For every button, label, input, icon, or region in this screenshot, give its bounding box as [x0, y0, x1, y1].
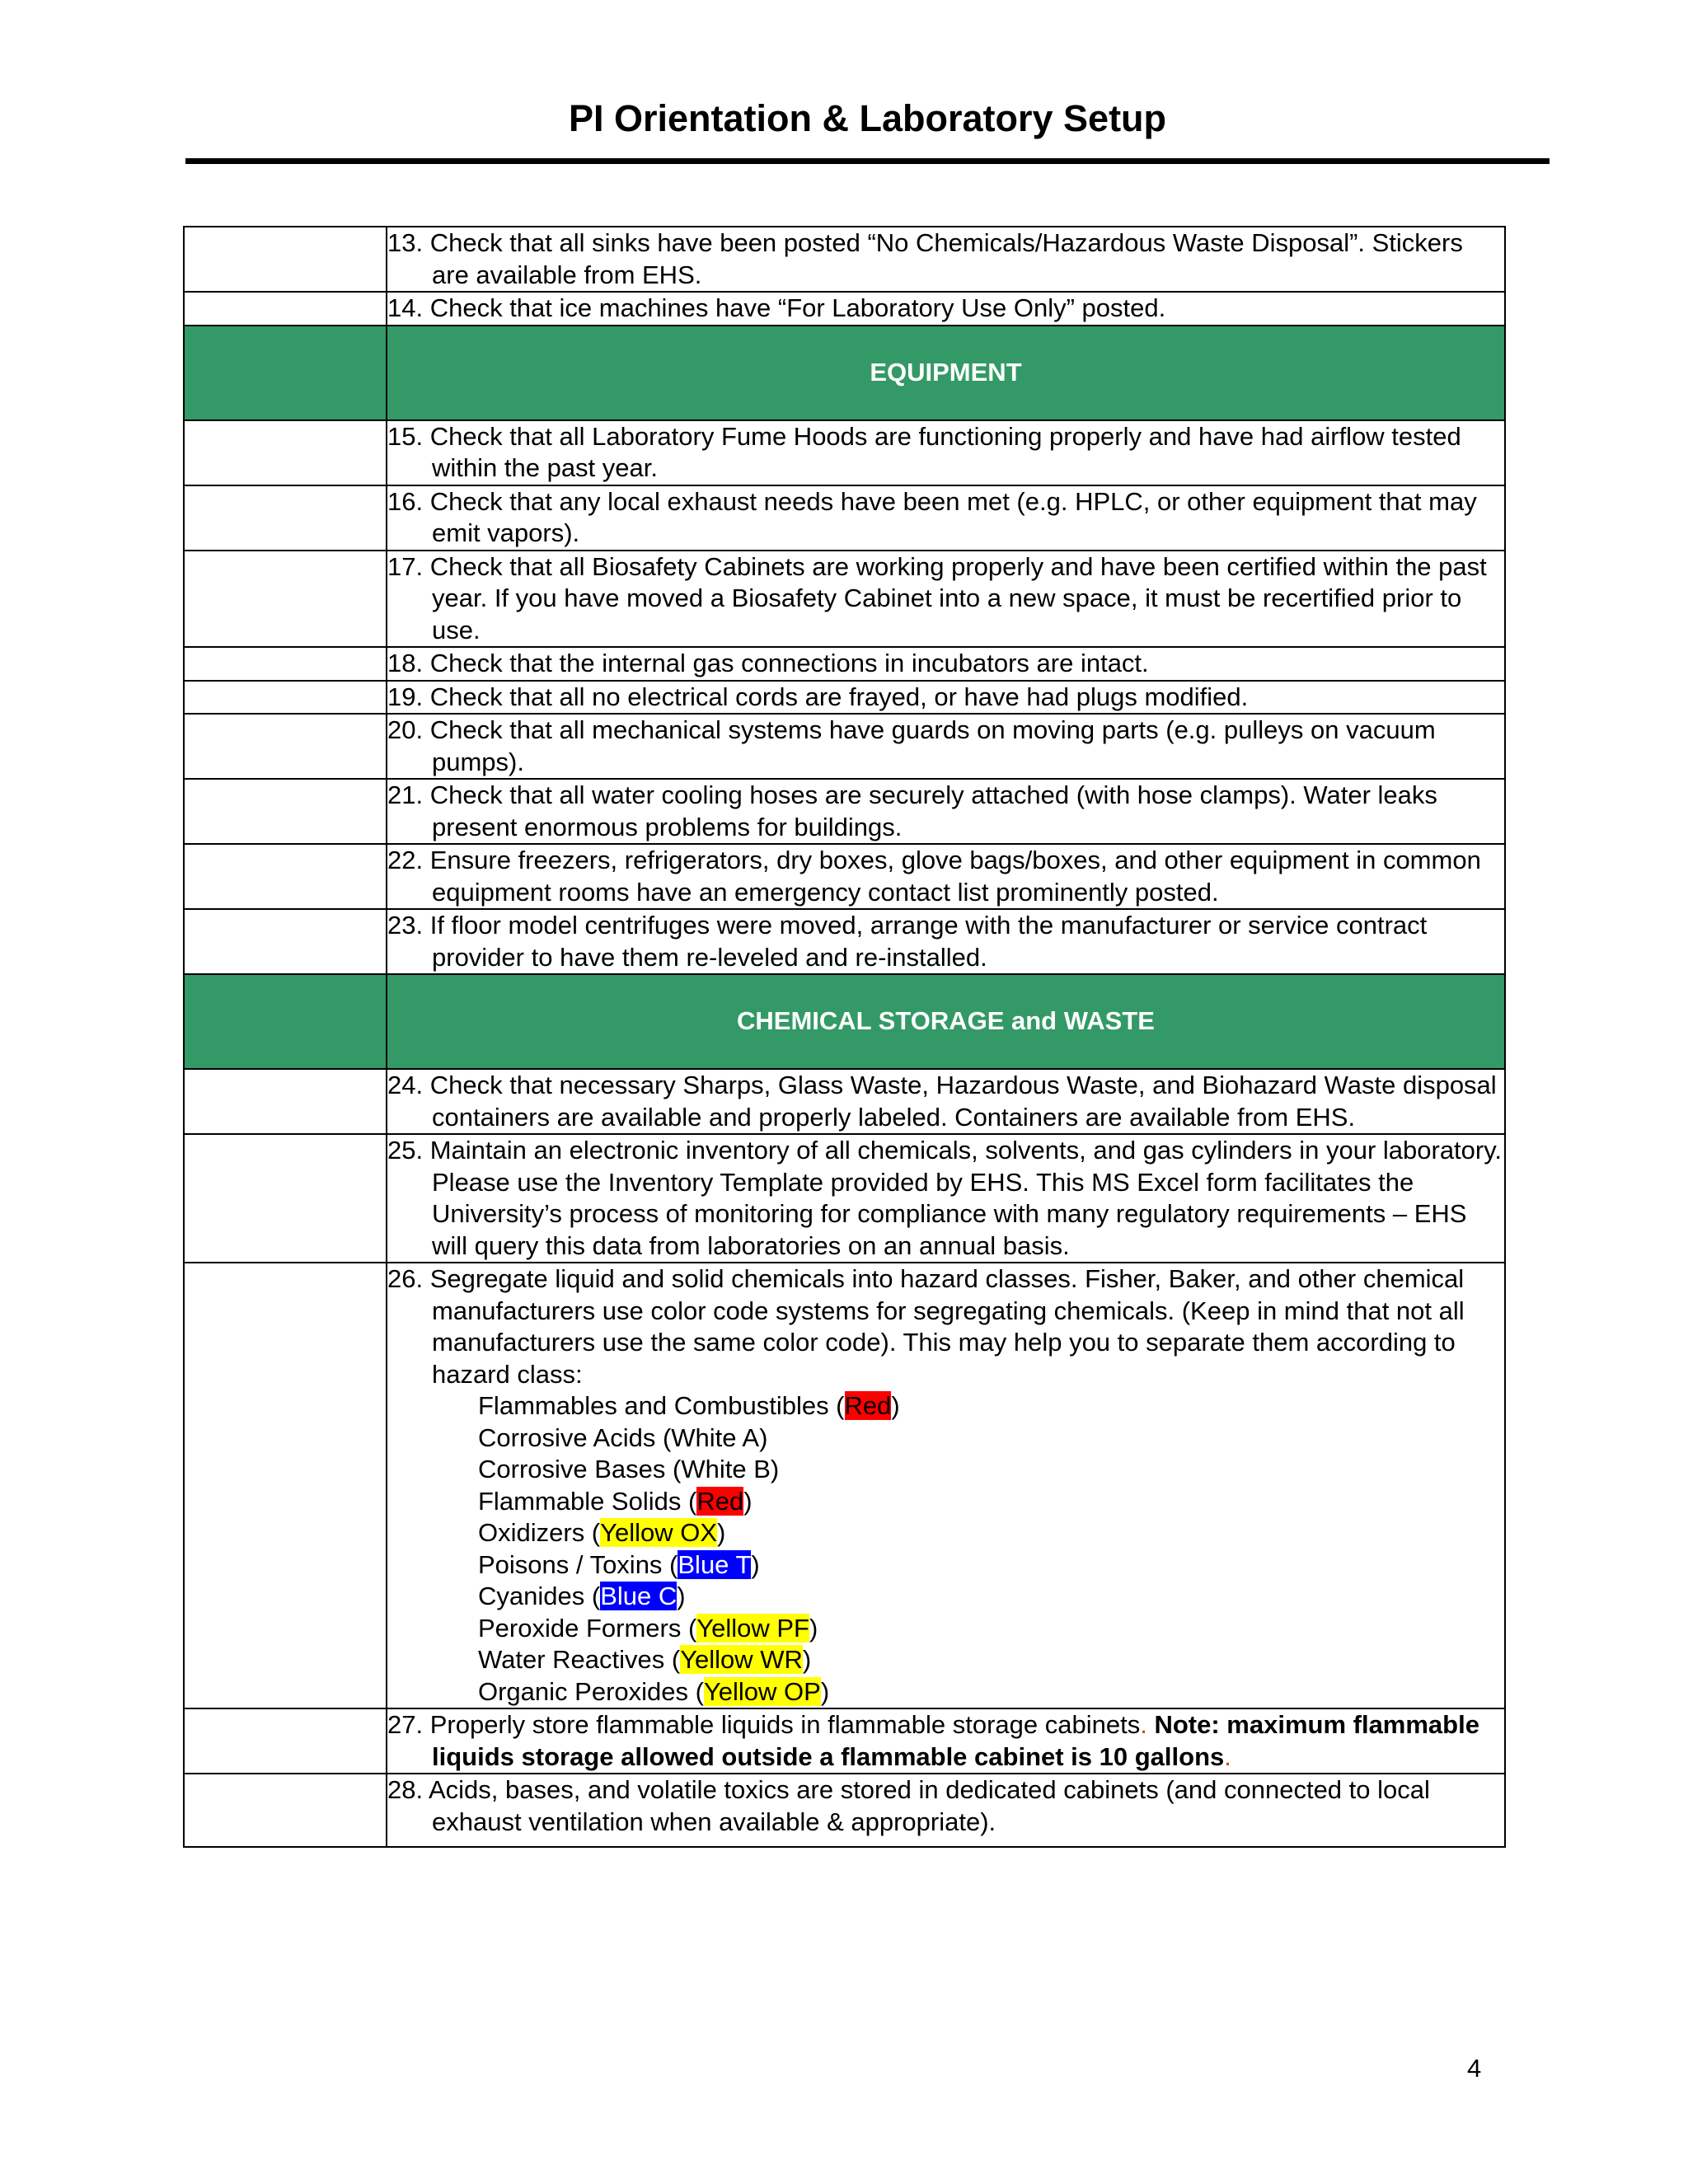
check-cell[interactable] [184, 844, 387, 909]
title-divider [185, 158, 1550, 164]
checklist-item-19: 19. Check that all no electrical cords are frayed, or have had plugs modified. [387, 682, 1249, 711]
checklist-item-28: 28. Acids, bases, and volatile toxics are stored in dedicated cabinets (and connected to local exhaust ventilation when available & appropriate). [387, 1775, 1430, 1836]
table-row [184, 779, 1505, 844]
check-cell[interactable] [184, 681, 387, 715]
table-row [184, 647, 1505, 681]
checklist-item-24: 24. Check that necessary Sharps, Glass Waste, Hazardous Waste, and Biohazard Waste disposal containers are available and properly labeled. Containers are available from EHS. [387, 1071, 1497, 1132]
color-code-badge: Yellow OP [703, 1676, 821, 1706]
checklist-item-14: 14. Check that ice machines have “For Laboratory Use Only” posted. [387, 293, 1166, 322]
section-chemical-storage: CHEMICAL STORAGE and WASTE [387, 974, 1505, 1069]
hazard-class: Flammable Solids (Red) [478, 1486, 753, 1516]
table-row [184, 227, 1505, 292]
color-code-badge: Red [844, 1391, 892, 1420]
checklist-item-17: 17. Check that all Biosafety Cabinets are working properly and have been certified within the past year. If you have moved a Biosafety Cabinet into a new space, it must be recertified prior to use. [387, 551, 1487, 644]
table-row [184, 1708, 1505, 1774]
checklist-table [183, 226, 1506, 1848]
check-cell[interactable] [184, 292, 387, 326]
table-row [184, 1134, 1505, 1263]
storage-note: Note: maximum flammable liquids storage allowed outside a flammable cabinet is 10 gallons [432, 1710, 1479, 1771]
checklist-item-15: 15. Check that all Laboratory Fume Hoods are functioning properly and have had airflow tested within the past year. [387, 421, 1461, 482]
check-cell[interactable] [184, 647, 387, 681]
checklist-item-13: 13. Check that all sinks have been posted “No Chemicals/Hazardous Waste Disposal”. Stickers are available from EHS. [387, 228, 1463, 289]
check-cell[interactable] [184, 909, 387, 974]
hazard-class: Peroxide Formers (Yellow PF) [478, 1613, 818, 1643]
check-cell[interactable] [184, 420, 387, 485]
table-row [184, 292, 1505, 326]
hazard-class: Corrosive Acids (White A) [478, 1422, 768, 1452]
color-code-badge: Yellow OX [600, 1518, 718, 1547]
color-code-badge: Blue C [600, 1582, 678, 1610]
check-cell[interactable] [184, 779, 387, 844]
check-cell[interactable] [184, 227, 387, 292]
color-code-badge: Yellow WR [680, 1645, 803, 1674]
table-row [184, 1069, 1505, 1134]
hazard-class: Water Reactives (Yellow WR) [478, 1645, 812, 1674]
checklist-item-20: 20. Check that all mechanical systems have guards on moving parts (e.g. pulleys on vacuum pumps). [387, 715, 1436, 776]
section-header-row [184, 974, 1505, 1069]
page-title: PI Orientation & Laboratory Setup [568, 97, 1167, 139]
checklist-item-27: 27. Properly store flammable liquids in flammable storage cabinets. Note: maximum flammable liquids storage allowed outside a flammable cabinet is 10 gallons. [387, 1710, 1479, 1771]
table-row [184, 681, 1505, 715]
hazard-class: Flammables and Combustibles (Red) [478, 1391, 900, 1420]
table-row [184, 844, 1505, 909]
hazard-class-list [432, 1390, 1504, 1708]
check-cell[interactable] [184, 1263, 387, 1708]
table-row [184, 485, 1505, 551]
checklist-item-23: 23. If floor model centrifuges were moved, arrange with the manufacturer or service contract provider to have them re-leveled and re-installed. [387, 911, 1428, 972]
check-cell[interactable] [184, 1774, 387, 1847]
hazard-class: Cyanides (Blue C) [478, 1582, 686, 1610]
page-number: 4 [1467, 2054, 1482, 2083]
hazard-class: Organic Peroxides (Yellow OP) [478, 1676, 830, 1706]
check-cell[interactable] [184, 1134, 387, 1263]
checklist-item-21: 21. Check that all water cooling hoses are securely attached (with hose clamps). Water leaks present enormous problems for buildings. [387, 780, 1437, 841]
check-cell[interactable] [184, 551, 387, 648]
checklist-item-25: 25. Maintain an electronic inventory of all chemicals, solvents, and gas cylinders in your laboratory. Please use the Inventory Template provided by EHS. This MS Excel form facilitates the University’s process of monitoring for compliance with many regulatory requirements – EHS will query this data from laboratories on an annual basis. [387, 1136, 1503, 1260]
checklist-item-18: 18. Check that the internal gas connections in incubators are intact. [387, 649, 1149, 677]
color-code-badge: Blue T [678, 1549, 752, 1579]
check-cell[interactable] [184, 714, 387, 779]
check-cell[interactable] [184, 485, 387, 551]
check-cell[interactable] [184, 1708, 387, 1774]
table-row [184, 420, 1505, 485]
table-row [184, 909, 1505, 974]
hazard-class: Poisons / Toxins (Blue T) [478, 1549, 760, 1579]
check-cell[interactable] [184, 1069, 387, 1134]
table-row [184, 1774, 1505, 1847]
checklist-item-22: 22. Ensure freezers, refrigerators, dry boxes, glove bags/boxes, and other equipment in common equipment rooms have an emergency contact list prominently posted. [387, 846, 1481, 907]
checklist-item-16: 16. Check that any local exhaust needs have been met (e.g. HPLC, or other equipment that may emit vapors). [387, 486, 1477, 547]
hazard-class: Corrosive Bases (White B) [478, 1455, 780, 1483]
section-header-row [184, 326, 1505, 420]
checklist-item-26: 26. Segregate liquid and solid chemicals into hazard classes. Fisher, Baker, and other chemical manufacturers use color code systems for segregating chemicals. (Keep in mind that not all manufacturers use the same color code). This may help you to separate them according to hazard class: Flammables and Combustibles (Red) Corrosive Acids (White A) Corrosive Bases (White B) Flammable Solids (Red) Oxidizers (Yellow OX) Poisons / Toxins (Blue T) Cyanides (Blue C) Peroxide Formers (Yellow PF) Water Reactives (Yellow WR) Organic Peroxides (Yellow OP) [387, 1263, 1504, 1708]
section-equipment: EQUIPMENT [387, 326, 1505, 420]
table-row [184, 714, 1505, 779]
hazard-class: Oxidizers (Yellow OX) [478, 1518, 726, 1547]
color-code-badge: Yellow PF [696, 1613, 809, 1643]
color-code-badge: Red [696, 1486, 744, 1516]
table-row [184, 1263, 1505, 1708]
table-row [184, 551, 1505, 648]
